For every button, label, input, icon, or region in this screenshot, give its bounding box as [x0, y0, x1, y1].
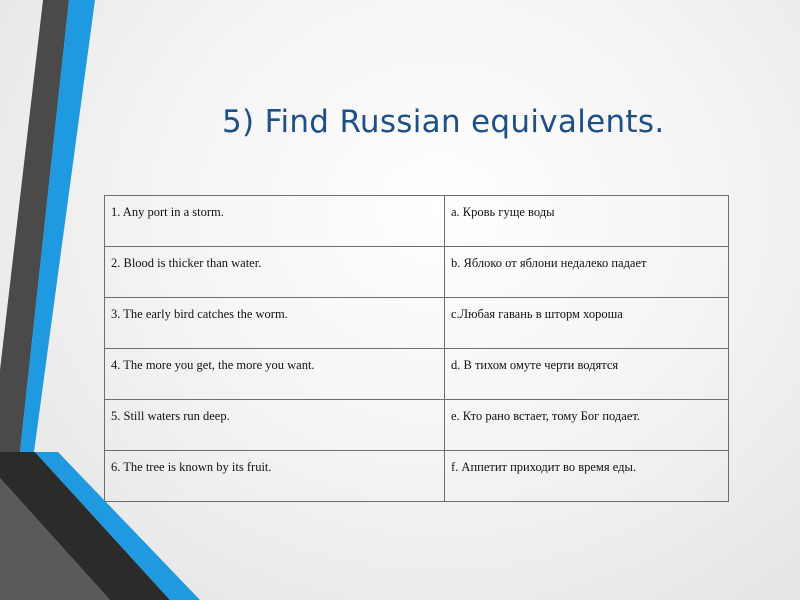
table-row: [105, 247, 729, 298]
english-proverb: 5. Still waters run deep.: [105, 400, 445, 451]
table-row: [105, 451, 729, 502]
english-proverb: 2. Blood is thicker than water.: [105, 247, 445, 298]
table-row: [105, 400, 729, 451]
russian-proverb: c.Любая гавань в шторм хороша: [445, 298, 729, 349]
russian-proverb: f. Аппетит приходит во время еды.: [445, 451, 729, 502]
table-row: [105, 298, 729, 349]
table-row: [105, 349, 729, 400]
russian-proverb: a. Кровь гуще воды: [445, 196, 729, 247]
proverbs-table: [104, 195, 729, 502]
russian-proverb: d. В тихом омуте черти водятся: [445, 349, 729, 400]
russian-proverb: b. Яблоко от яблони недалеко падает: [445, 247, 729, 298]
english-proverb: 4. The more you get, the more you want.: [105, 349, 445, 400]
slide-title: 5) Find Russian equivalents.: [222, 104, 665, 140]
table-row: [105, 196, 729, 247]
russian-proverb: e. Кто рано встает, тому Бог подает.: [445, 400, 729, 451]
english-proverb: 1. Any port in a storm.: [105, 196, 445, 247]
english-proverb: 3. The early bird catches the worm.: [105, 298, 445, 349]
english-proverb: 6. The tree is known by its fruit.: [105, 451, 445, 502]
